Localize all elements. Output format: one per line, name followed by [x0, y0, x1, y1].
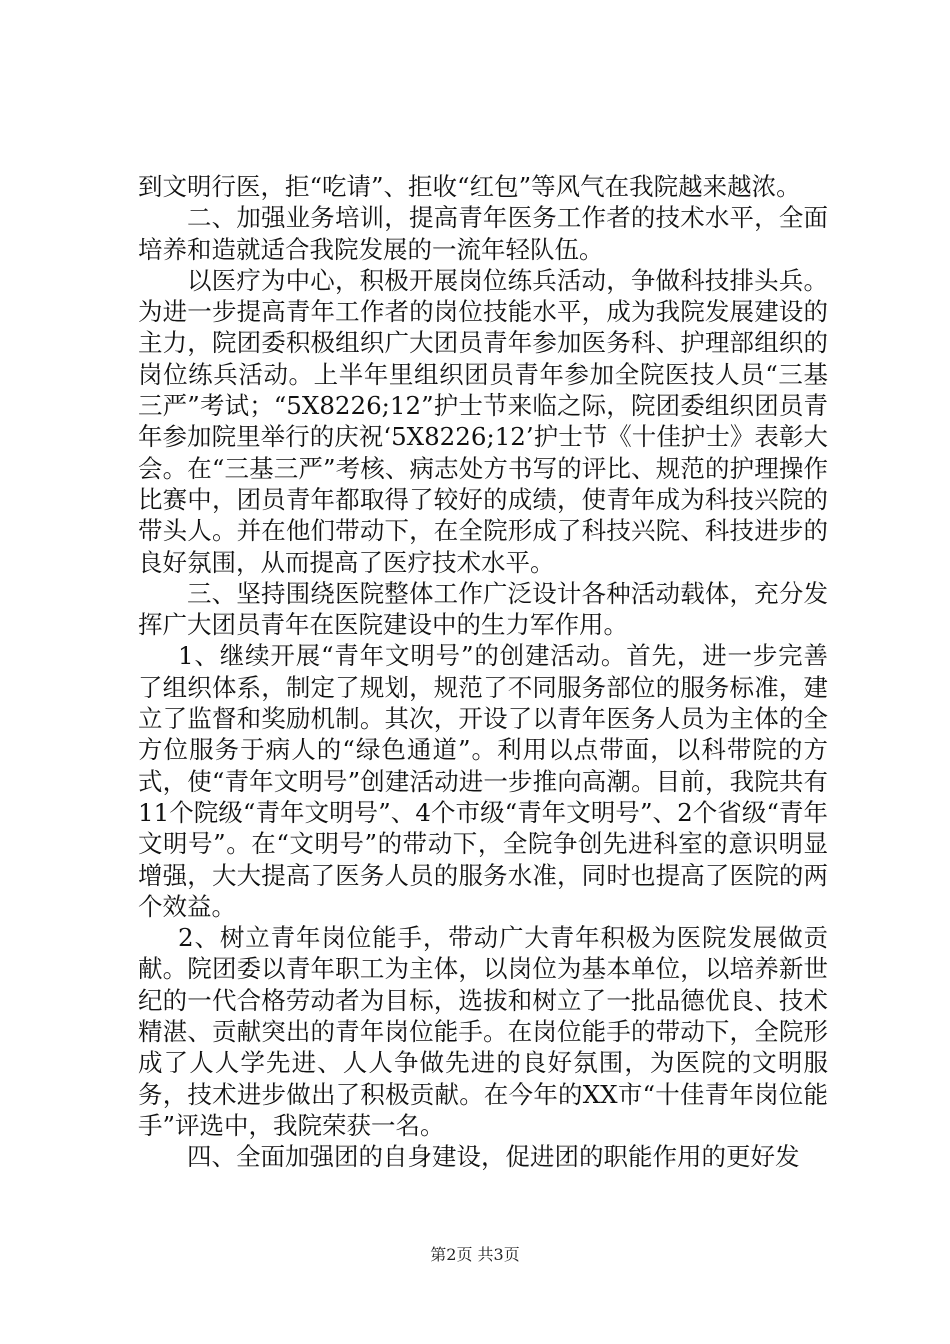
paragraph-2: 二、加强业务培训，提高青年医务工作者的技术水平，全面培养和造就适合我院发展的一流年轻队伍。 [138, 203, 828, 264]
paragraph-3: 以医疗为中心，积极开展岗位练兵活动，争做科技排头兵。为进一步提高青年工作者的岗位技能水平，成为我院发展建设的主力，院团委积极组织广大团员青年参加医务科、护理部组织的岗位练兵活动。上半年里组织团员青年参加全院医技人员“三基三严”考试；“5X8226;12”护士节来临之际，院团委组织团员青年参加院里举行的庆祝‘5X8226;12’护士节《十佳护士》表彰大会。在“三基三严”考核、病志处方书写的评比、规范的护理操作比赛中，团员青年都取得了较好的成绩，使青年成为科技兴院的带头人。并在他们带动下，在全院形成了科技兴院、科技进步的良好氛围，从而提高了医疗技术水平。 [138, 265, 828, 577]
paragraph-5: 1、继续开展“青年文明号”的创建活动。首先，进一步完善了组织体系，制定了规划，规范了不同服务部位的服务标准，建立了监督和奖励机制。其次，开设了以青年医务人员为主体的全方位服务于病人的“绿色通道”。利用以点带面，以科带院的方式，使“青年文明号”创建活动进一步推向高潮。目前，我院共有11个院级“青年文明号”、4个市级“青年文明号”、2个省级“青年文明号”。在“文明号”的带动下，全院争创先进科室的意识明显增强，大大提高了医务人员的服务水准，同时也提高了医院的两个效益。 [138, 641, 828, 921]
page-footer: 第2页 共3页 [430, 1245, 520, 1264]
paragraph-6: 2、树立青年岗位能手，带动广大青年积极为医院发展做贡献。院团委以青年职工为主体，以岗位为基本单位，以培养新世纪的一代合格劳动者为目标，选拔和树立了一批品德优良、技术精湛、贡献突出的青年岗位能手。在岗位能手的带动下，全院形成了人人学先进、人人争做先进的良好氛围，为医院的文明服务，技术进步做出了积极贡献。在今年的XX市“十佳青年岗位能手”评选中，我院荣获一名。 [138, 923, 828, 1140]
paragraph-4: 三、坚持围绕医院整体工作广泛设计各种活动载体，充分发挥广大团员青年在医院建设中的生力军作用。 [138, 578, 828, 640]
paragraph-7: 四、全面加强团的自身建设，促进团的职能作用的更好发 [187, 1142, 800, 1172]
document-body [138, 171, 828, 1173]
paragraph-1: 到文明行医，拒“吃请”、拒收“红包”等风气在我院越来越浓。 [138, 172, 801, 201]
